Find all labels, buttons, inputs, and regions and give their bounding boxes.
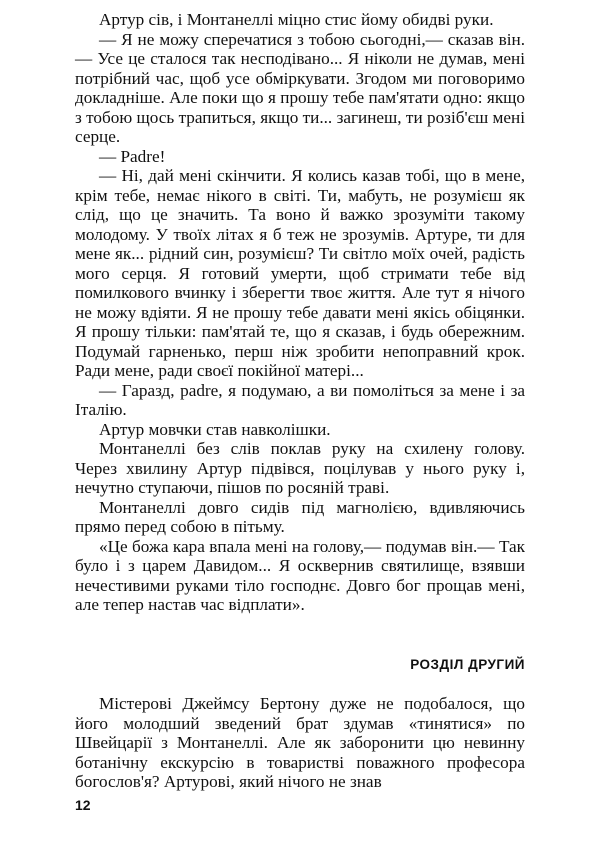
paragraph: Монтанеллі без слів поклав руку на схилену голову. Через хвилину Артур підвівся, поцілував у нього руку і, нечутно ступаючи, пішов по росяній траві. <box>75 439 525 497</box>
paragraph: Монтанеллі довго сидів під магнолією, вдивляючись прямо перед собою в пітьму. <box>75 497 525 536</box>
section-one-text <box>75 10 525 615</box>
paragraph: — Я не можу сперечатися з тобою сьогодні,— сказав він.— Усе це сталося так несподівано... Я ніколи не думав, мені потрібний час, щоб усе обміркувати. Згодом ми поговоримо докладніше. Але поки що я прошу тебе пам'ятати одно: якщо з тобою щось трапиться, якщо ти... загинеш, ти розіб'єш мені серце. <box>75 29 525 146</box>
paragraph: Містерові Джеймсу Бертону дуже не подобалося, що його молодший зведений брат здумав «тинятися» по Швейцарії з Монтанеллі. Але як заборонити цю невинну ботанічну екскурсію в товаристві поважного професора богослов'я? Артурові, який нічого не знав <box>75 694 525 791</box>
paragraph: — Padre! <box>99 146 166 166</box>
page-number: 12 <box>75 797 91 813</box>
paragraph: Артур мовчки став навколішки. <box>99 419 331 439</box>
paragraph: — Ні, дай мені скінчити. Я колись казав тобі, що в мене, крім тебе, немає нікого в світі. Ти, мабуть, не розумієш як слід, що це значить. Та воно й важко зрозуміти такому молодому. У твоїх літах я б теж не зрозумів. Артуре, ти для мене як... рідний син, розумієш? Ти світло моїх очей, радість мого серця. Я готовий умерти, щоб стримати тебе від помилкового вчинку і зберегти твоє життя. Але тут я нічого не можу вдіяти. Я не прошу тебе давати мені якісь обіцянки. Я прошу тільки: пам'ятай те, що я сказав, і будь обережним. Подумай гарненько, перш ніж зробити непоправний крок. Ради мене, ради своєї покійної матері... <box>75 166 525 380</box>
chapter-heading: РОЗДІЛ ДРУГИЙ <box>410 657 525 672</box>
paragraph: Артур сів, і Монтанеллі міцно стис йому обидві руки. <box>99 10 494 29</box>
paragraph: «Це божа кара впала мені на голову,— подумав він.— Так було і з царем Давидом... Я осквернив святилище, взявши нечестивими руками тіло господнє. Довго бог прощав мені, але тепер настав час відплати». <box>75 536 525 614</box>
chapter-two-text <box>75 694 525 792</box>
paragraph: — Гаразд, padre, я подумаю, а ви помоліться за мене і за Італію. <box>75 380 525 419</box>
